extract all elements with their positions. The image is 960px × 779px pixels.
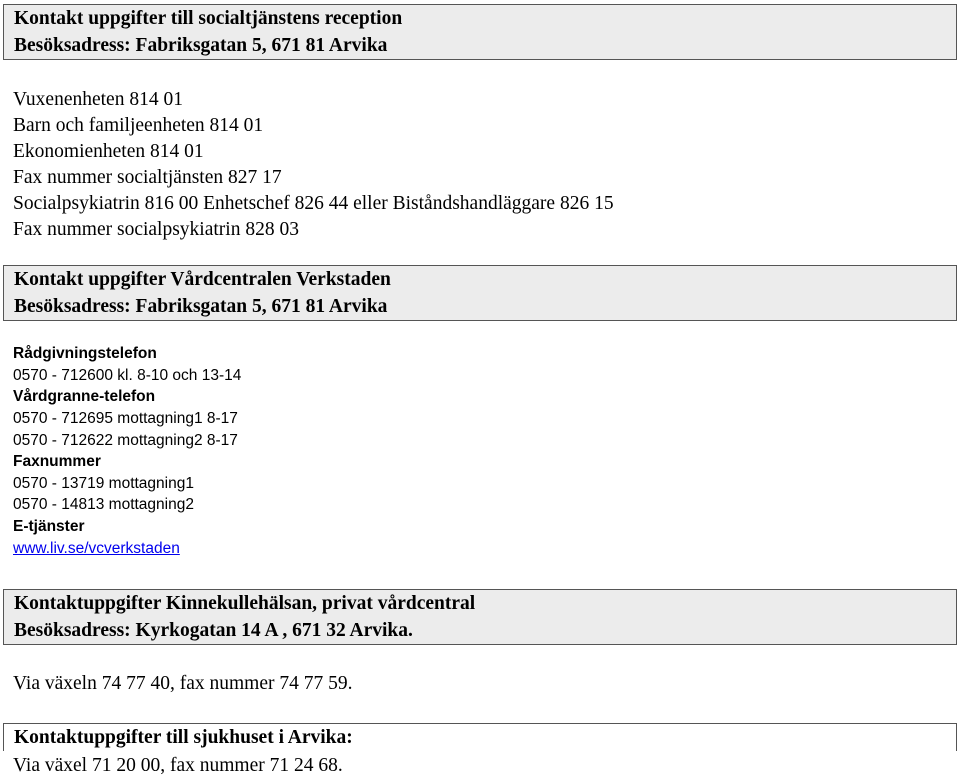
section-vardcentral-title: Kontakt uppgifter Vårdcentralen Verkstaden bbox=[14, 269, 391, 290]
vardcentral-heading: Rådgivningstelefon bbox=[13, 345, 157, 362]
section-sjukhus-title: Kontaktuppgifter till sjukhuset i Arvika: bbox=[14, 727, 353, 748]
section-kinnekulle-header bbox=[3, 589, 957, 645]
vardcentral-heading: Faxnummer bbox=[13, 453, 101, 470]
socialtjanst-line: Ekonomienheten 814 01 bbox=[13, 141, 204, 162]
vardcentral-line: 0570 - 712695 mottagning1 8-17 bbox=[13, 410, 238, 427]
vardcentral-heading: Vårdgranne-telefon bbox=[13, 388, 156, 405]
section-socialtjanst-header bbox=[3, 4, 957, 60]
socialtjanst-line: Fax nummer socialtjänsten 827 17 bbox=[13, 167, 282, 188]
section-vardcentral-address: Besöksadress: Fabriksgatan 5, 671 81 Arvika bbox=[14, 296, 388, 317]
socialtjanst-line: Socialpsykiatrin 816 00 Enhetschef 826 44 eller Biståndshandläggare 826 15 bbox=[13, 193, 614, 214]
vardcentral-line: 0570 - 712600 kl. 8-10 och 13-14 bbox=[13, 367, 242, 384]
section-socialtjanst-title: Kontakt uppgifter till socialtjänstens reception bbox=[14, 8, 403, 29]
section-vardcentral-header bbox=[3, 265, 957, 321]
sjukhus-line: Via växel 71 20 00, fax nummer 71 24 68. bbox=[13, 755, 343, 776]
socialtjanst-line: Vuxenenheten 814 01 bbox=[13, 89, 183, 110]
section-kinnekulle-address: Besöksadress: Kyrkogatan 14 A , 671 32 Arvika. bbox=[14, 620, 413, 641]
section-kinnekulle-title: Kontaktuppgifter Kinnekullehälsan, privat vårdcentral bbox=[14, 593, 476, 614]
vardcentral-line: 0570 - 14813 mottagning2 bbox=[13, 496, 194, 513]
section-sjukhus-header bbox=[3, 723, 957, 751]
vardcentral-line: 0570 - 13719 mottagning1 bbox=[13, 475, 194, 492]
vardcentral-heading: E-tjänster bbox=[13, 518, 85, 535]
e-tjanster-link[interactable]: www.liv.se/vcverkstaden bbox=[13, 540, 180, 557]
section-socialtjanst-address: Besöksadress: Fabriksgatan 5, 671 81 Arvika bbox=[14, 35, 388, 56]
socialtjanst-line: Fax nummer socialpsykiatrin 828 03 bbox=[13, 219, 299, 240]
kinnekulle-line: Via växeln 74 77 40, fax nummer 74 77 59. bbox=[13, 673, 353, 694]
socialtjanst-line: Barn och familjeenheten 814 01 bbox=[13, 115, 264, 136]
vardcentral-line: 0570 - 712622 mottagning2 8-17 bbox=[13, 432, 238, 449]
